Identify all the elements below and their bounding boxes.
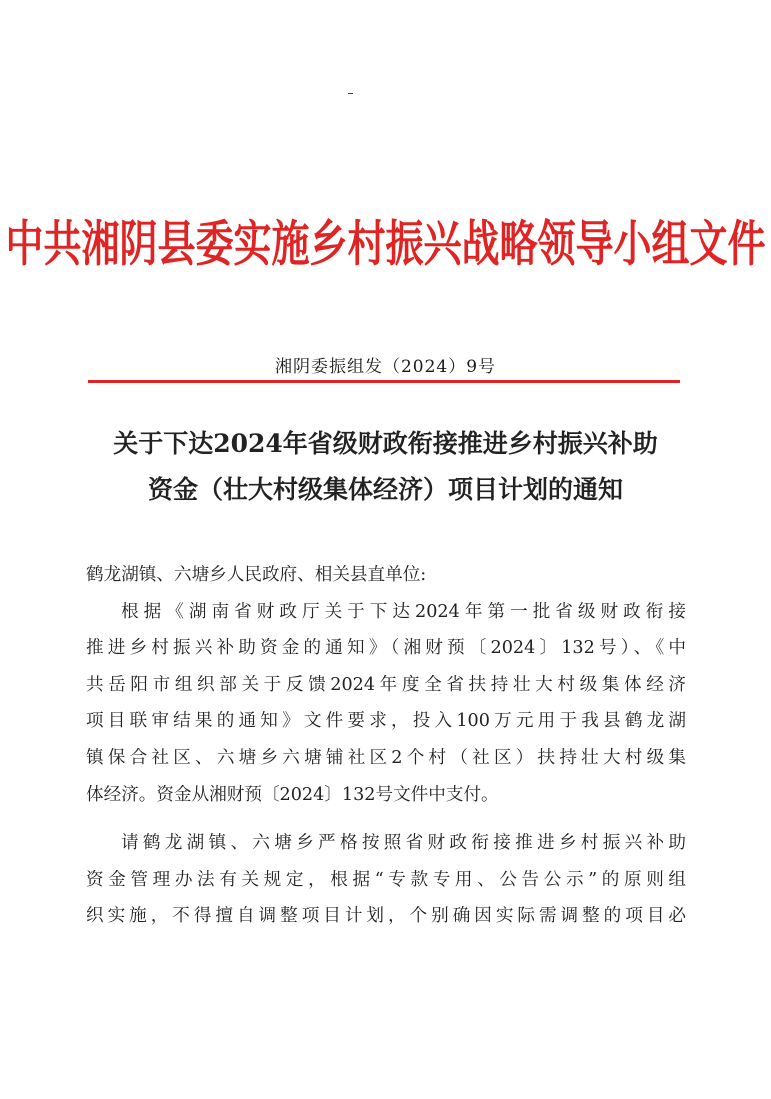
red-divider-rule [88, 380, 680, 383]
masthead-title: 中共湘阴县委实施乡村振兴战略领导小组文件 [5, 214, 766, 272]
paragraph-2 [86, 825, 686, 935]
paragraph-2-line: 请鹤龙湖镇、六塘乡严格按照省财政衔接推进乡村振兴补助 [121, 833, 686, 854]
notice-title-line-2: 资金（壮大村级集体经济）项目计划的通知 [147, 475, 623, 504]
paragraph-2-line: 资金管理办法有关规定，根据“专款专用、公告公示”的原则组 [86, 869, 686, 890]
paragraph-1-line: 共岳阳市组织部关于反馈2024年度全省扶持壮大村级集体经济 [86, 674, 686, 695]
document-body [86, 557, 686, 935]
notice-title-line-1: 关于下达2024年省级财政衔接推进乡村振兴补助 [113, 429, 658, 458]
paragraph-1 [86, 594, 686, 814]
notice-title [60, 421, 711, 513]
scan-mark [348, 93, 353, 94]
document-number: 湘阴委振组发（2024）9号 [274, 357, 497, 377]
paragraph-1-line: 根据《湖南省财政厅关于下达2024年第一批省级财政衔接 [121, 601, 686, 622]
paragraph-1-line: 镇保合社区、六塘乡六塘铺社区2个村（社区）扶持壮大村级集 [86, 747, 686, 768]
paragraph-1-line: 项目联审结果的通知》文件要求，投入100万元用于我县鹤龙湖 [86, 711, 686, 732]
paragraph-1-line: 推进乡村振兴补助资金的通知》（湘财预〔2024〕132号）、《中 [86, 638, 686, 659]
salutation: 鹤龙湖镇、六塘乡人民政府、相关县直单位: [86, 565, 427, 585]
paragraph-1-line: 体经济。资金从湘财预〔2024〕132号文件中支付。 [86, 784, 499, 805]
paragraph-2-line: 织实施，不得擅自调整项目计划，个别确因实际需调整的项目必 [86, 906, 686, 927]
